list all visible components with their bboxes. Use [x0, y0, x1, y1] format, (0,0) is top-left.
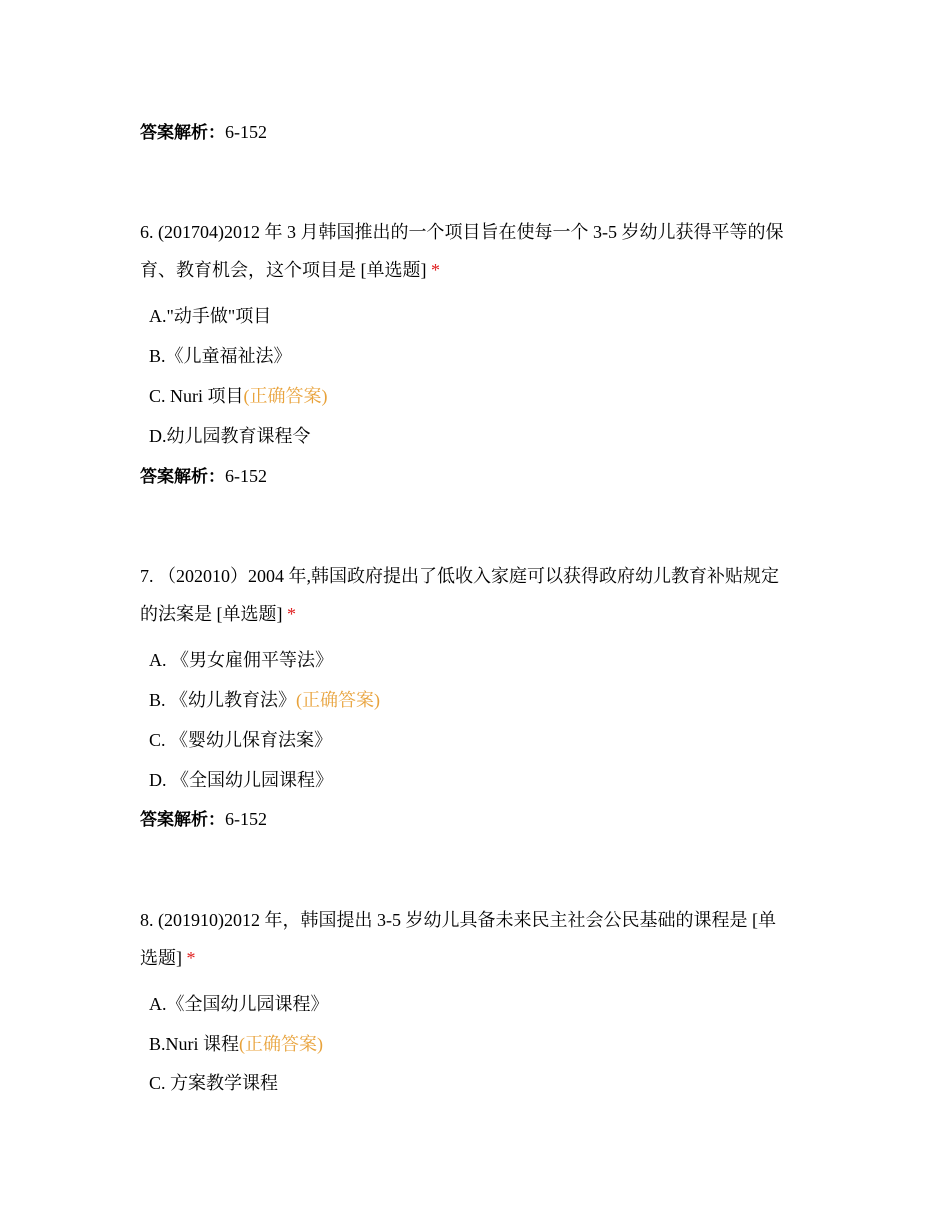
question-text: 的法案是 [单选题] — [140, 604, 283, 624]
required-mark: * — [186, 948, 196, 968]
option-c: C. 《婴幼儿保育法案》 — [149, 730, 333, 750]
option-b — [149, 1032, 323, 1056]
explanation-label: 答案解析： — [140, 810, 225, 830]
option-a: A. 《男女雇佣平等法》 — [149, 650, 333, 670]
option-d: D. 《全国幼儿园课程》 — [149, 770, 333, 790]
question-text-line: 7. （202010）2004 年,韩国政府提出了低收入家庭可以获得政府幼儿教育补贴规定 — [140, 566, 779, 586]
correct-answer-tag: (正确答案) — [296, 690, 381, 710]
explanation-label: 答案解析： — [140, 123, 225, 143]
option-d: D.幼儿园教育课程令 — [149, 426, 311, 446]
explanation-label: 答案解析： — [140, 467, 225, 487]
question-text-line: 8. (201910)2012 年，韩国提出 3-5 岁幼儿具备未来民主社会公民基础的课程是 [单 — [140, 910, 776, 930]
answer-explanation — [140, 807, 267, 832]
question-text: 选题] — [140, 948, 182, 968]
question-text-line — [140, 258, 440, 282]
option-text: B. 《幼儿教育法》 — [149, 690, 297, 710]
option-a: A."动手做"项目 — [149, 306, 272, 326]
question-text-line — [140, 602, 296, 626]
explanation-value: 6-152 — [225, 809, 267, 829]
correct-answer-tag: (正确答案) — [239, 1034, 323, 1054]
answer-explanation — [140, 120, 267, 145]
explanation-value: 6-152 — [225, 122, 267, 142]
option-text: B.Nuri 课程 — [149, 1034, 239, 1054]
correct-answer-tag: (正确答案) — [243, 386, 328, 406]
option-text: C. Nuri 项目 — [149, 386, 244, 406]
option-b — [149, 688, 380, 712]
question-text-line — [140, 946, 196, 970]
option-b: B.《儿童福祉法》 — [149, 346, 292, 366]
option-c: C. 方案教学课程 — [149, 1073, 279, 1093]
explanation-value: 6-152 — [225, 466, 267, 486]
option-c — [149, 384, 328, 408]
option-a: A.《全国幼儿园课程》 — [149, 994, 329, 1014]
question-text: 育、教育机会，这个项目是 [单选题] — [140, 260, 427, 280]
answer-explanation — [140, 464, 267, 489]
required-mark: * — [431, 260, 440, 280]
required-mark: * — [287, 604, 296, 624]
question-text-line: 6. (201704)2012 年 3 月韩国推出的一个项目旨在使每一个 3-5 岁幼儿获得平等的保 — [140, 222, 784, 242]
